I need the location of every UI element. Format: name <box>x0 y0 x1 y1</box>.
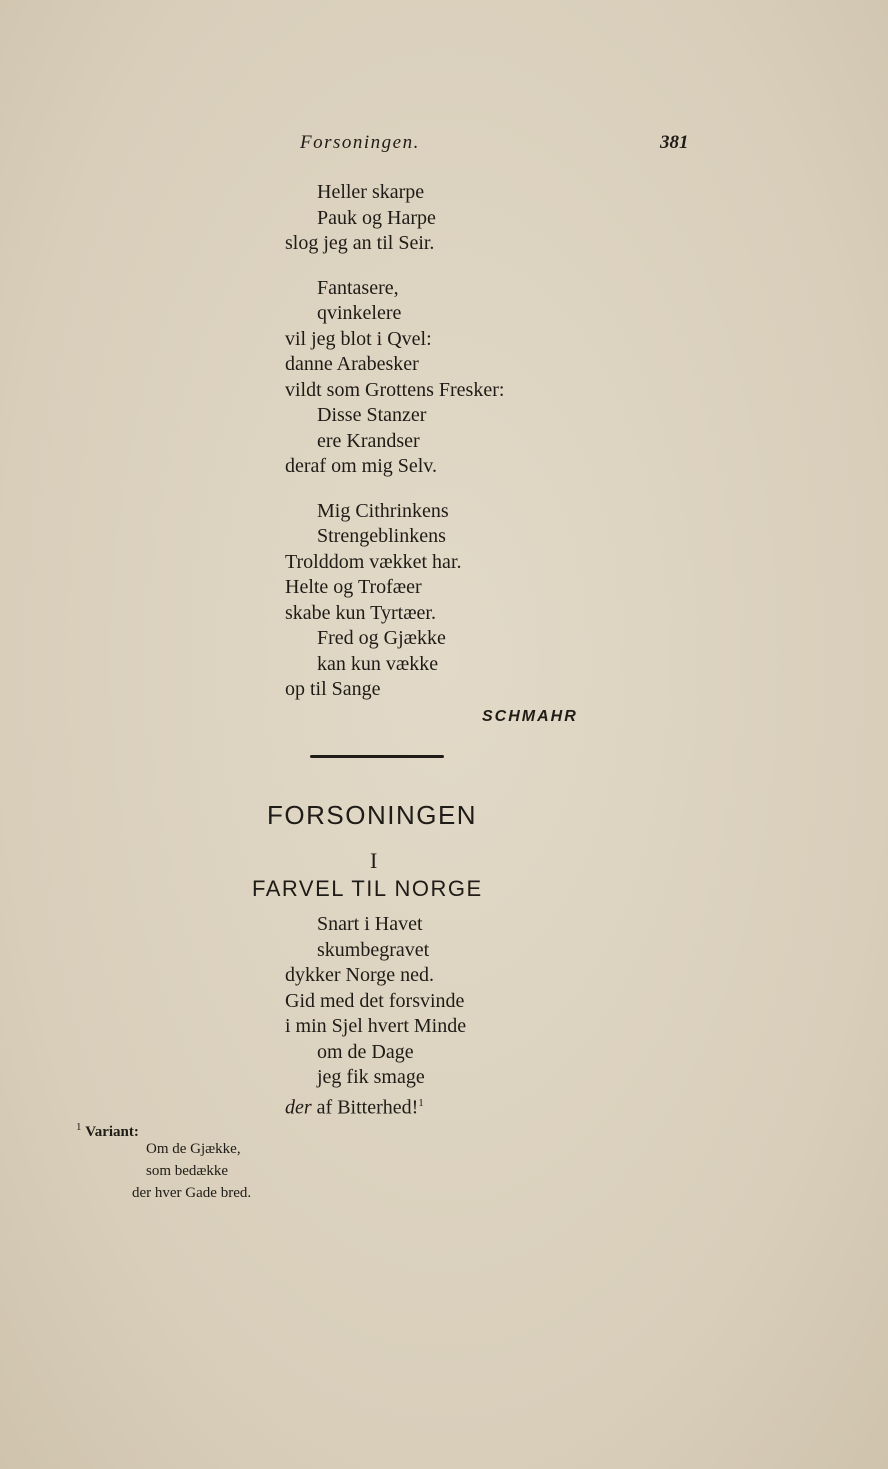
signature: SCHMAHR <box>482 708 578 725</box>
poem-line: i min Sjel hvert Minde <box>285 1015 467 1037</box>
poem-line: Mig Cithrinkens <box>317 499 449 522</box>
section-title: FORSONINGEN <box>267 800 478 830</box>
poem-line: kan kun vække <box>317 652 439 675</box>
poem-line: slog jeg an til Seir. <box>285 232 435 254</box>
poem-line: vildt som Grottens Fresker: <box>285 378 505 401</box>
poem-line: Gid med det forsvinde <box>285 989 465 1012</box>
footnote-line: der hver Gade bred. <box>132 1185 252 1201</box>
poem-line: op til Sange <box>285 678 381 700</box>
section-roman-numeral: I <box>370 848 378 873</box>
poem-line: Disse Stanzer <box>317 404 427 426</box>
stanza <box>285 276 504 480</box>
poem-line: qvinkelere <box>317 302 402 324</box>
poem-line: Helte og Trofæer <box>285 576 422 598</box>
poem-line: Strengeblinkens <box>317 525 446 547</box>
poem-line: Snart i Havet <box>317 913 423 935</box>
footnote-line: som bedække <box>146 1163 229 1179</box>
poem-line: jeg fik smage <box>317 1066 425 1088</box>
poem-farvel-til-norge <box>285 912 467 1119</box>
italic-word: der <box>285 1096 312 1119</box>
poem-line: Fantasere, <box>317 276 399 299</box>
running-title: Forsoningen. <box>300 132 420 153</box>
footnote-reference: 1 <box>418 1096 424 1109</box>
section-divider <box>310 755 444 758</box>
poem-line: ere Krandser <box>317 429 420 452</box>
footnote-mark: 1 <box>76 1121 82 1133</box>
poem-line: vil jeg blot i Qvel: <box>285 327 432 350</box>
poem-line: om de Dage <box>317 1040 414 1063</box>
poem-line: Heller skarpe <box>317 181 425 203</box>
poem-line: Trolddom vækket har. <box>285 550 462 573</box>
poem-line: danne Arabesker <box>285 353 419 375</box>
poem-line-last <box>285 1091 466 1117</box>
footnote-label-line <box>76 1116 251 1138</box>
page-number: 381 <box>660 132 689 153</box>
poem-line-rest: af Bitterhed! <box>311 1096 419 1119</box>
subsection-title: FARVEL TIL NORGE <box>252 876 483 901</box>
stanza <box>285 180 504 257</box>
poem-line: dykker Norge ned. <box>285 964 435 986</box>
footnote-line: Om de Gjække, <box>146 1141 241 1157</box>
poem-line: deraf om mig Selv. <box>285 455 438 477</box>
poem-line: Pauk og Harpe <box>317 206 436 229</box>
footnote-label: Variant: <box>85 1124 139 1140</box>
poem-schmahr <box>285 180 504 722</box>
poem-line: skabe kun Tyrtæer. <box>285 601 436 624</box>
poem-line: Fred og Gjække <box>317 627 446 649</box>
poem-line: skumbegravet <box>317 938 430 961</box>
stanza <box>285 499 504 703</box>
footnote <box>76 1116 251 1204</box>
